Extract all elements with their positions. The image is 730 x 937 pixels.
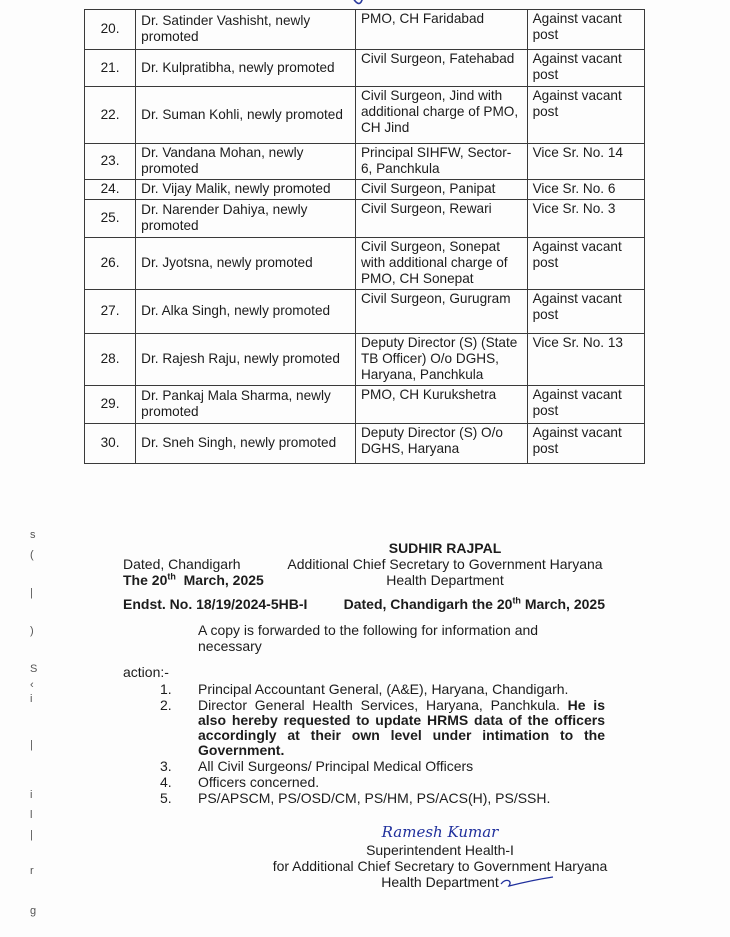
recipient-text-wrap [198,791,605,806]
handwritten-signature [370,820,510,842]
serial-number-cell: 21. [85,50,136,87]
recipient-item [160,698,605,758]
officer-name-cell: Dr. Suman Kohli, newly promoted [136,87,356,144]
table-row [85,50,645,87]
posting-cell: Civil Surgeon, Jind with additional charge of PMO, CH Jind [355,87,527,144]
recipient-item [160,791,605,806]
table-row [85,334,645,386]
recipient-number: 3. [160,758,172,774]
endorsement-date-sup: th [512,595,521,606]
endorsement-section [123,528,605,807]
signatory-name: SUDHIR RAJPAL [388,540,502,556]
recipient-item [160,775,605,790]
remark-cell: Against vacant post [527,386,644,424]
remark-cell: Vice Sr. No. 6 [527,180,644,200]
signatory-department: Health Department [386,572,504,588]
serial-number-cell: 25. [85,200,136,238]
posting-cell: PMO, CH Kurukshetra [355,386,527,424]
signature-text: Ramesh Kumar [381,823,499,841]
officer-name-cell: Dr. Sneh Singh, newly promoted [136,424,356,464]
serial-number-cell: 23. [85,144,136,180]
posting-cell: PMO, CH Faridabad [355,10,527,50]
recipient-text: Officers concerned. [198,774,320,790]
action-label: action:- [123,664,169,680]
posting-cell: Civil Surgeon, Panipat [355,180,527,200]
recipient-text: Principal Accountant General, (A&E), Haryana, Chandigarh. [198,681,569,697]
serial-number-cell: 24. [85,180,136,200]
posting-cell: Principal SIHFW, Sector-6, Panchkula [355,144,527,180]
table-row [85,10,645,50]
dated-date [123,572,273,588]
recipient-number: 5. [160,790,172,806]
remark-cell: Vice Sr. No. 3 [527,200,644,238]
remark-cell: Vice Sr. No. 14 [527,144,644,180]
postings-table [84,9,645,464]
dated-place: Dated, Chandigarh [123,556,241,572]
recipient-number: 4. [160,774,172,790]
dated-day: The 20 [123,572,168,588]
footer-department-row [381,874,499,890]
footer-for-line: for Additional Chief Secretary to Government Haryana [272,858,608,874]
dated-sup: th [167,571,176,582]
table-row [85,87,645,144]
footer-block [270,820,610,890]
officer-name-cell: Dr. Satinder Vashisht, newly promoted [136,10,356,50]
officer-name-cell: Dr. Alka Singh, newly promoted [136,290,356,334]
dated-month-year: March, 2025 [183,572,264,588]
remark-cell: Against vacant post [527,10,644,50]
serial-number-cell: 26. [85,238,136,290]
table-row [85,424,645,464]
posting-cell: Civil Surgeon, Rewari [355,200,527,238]
footer-department: Health Department [381,874,499,890]
posting-cell: Deputy Director (S) O/o DGHS, Haryana [355,424,527,464]
footer-designation: Superintendent Health-I [366,842,514,858]
posting-cell: Civil Surgeon, Fatehabad [355,50,527,87]
table-row [85,238,645,290]
officer-name-cell: Dr. Rajesh Raju, newly promoted [136,334,356,386]
posting-cell: Civil Surgeon, Sonepat with additional charge of PMO, CH Sonepat [355,238,527,290]
officer-name-cell: Dr. Vandana Mohan, newly promoted [136,144,356,180]
table-row [85,144,645,180]
table-row [85,386,645,424]
remark-cell: Against vacant post [527,424,644,464]
table-row [85,200,645,238]
officer-name-cell: Dr. Pankaj Mala Sharma, newly promoted [136,386,356,424]
recipient-item [160,682,605,697]
serial-number-cell: 29. [85,386,136,424]
officer-name-cell: Dr. Narender Dahiya, newly promoted [136,200,356,238]
table-row [85,180,645,200]
signature-row [123,528,605,588]
recipient-text-wrap [198,698,605,758]
recipient-list [123,682,605,806]
serial-number-cell: 22. [85,87,136,144]
remark-cell: Against vacant post [527,87,644,144]
posting-cell: Deputy Director (S) (State TB Officer) O/o DGHS, Haryana, Panchkula [355,334,527,386]
officer-name-cell: Dr. Jyotsna, newly promoted [136,238,356,290]
signature-flourish-icon [497,874,557,890]
dated-block [123,528,273,588]
forward-text: A copy is forwarded to the following for information and necessary [198,622,539,654]
signatory-block [285,540,605,588]
endorsement-row [123,596,605,612]
serial-number-cell: 27. [85,290,136,334]
officer-name-cell: Dr. Vijay Malik, newly promoted [136,180,356,200]
recipient-item [160,759,605,774]
remark-cell: Against vacant post [527,290,644,334]
recipient-text-wrap [198,775,605,790]
recipient-text-wrap [198,759,605,774]
recipient-number: 2. [160,697,172,713]
posting-cell: Civil Surgeon, Gurugram [355,290,527,334]
recipient-text: All Civil Surgeons/ Principal Medical Officers [198,758,474,774]
recipient-bold-text: He is also hereby requested to update HRMS data of the officers accordingly at their own level under intimation to the Government. [198,697,605,758]
serial-number-cell: 20. [85,10,136,50]
endorsement-number: Endst. No. 18/19/2024-5HB-I [123,596,308,612]
ink-mark-icon [350,0,374,8]
scan-edge-artifacts: s ( | ) S ‹ i | i l | r g [30,529,38,917]
signatory-title: Additional Chief Secretary to Government Haryana [287,556,603,572]
serial-number-cell: 30. [85,424,136,464]
officer-name-cell: Dr. Kulpratibha, newly promoted [136,50,356,87]
remark-cell: Against vacant post [527,50,644,87]
serial-number-cell: 28. [85,334,136,386]
endorsement-date-suffix: March, 2025 [520,596,605,612]
remark-cell: Vice Sr. No. 13 [527,334,644,386]
table-row [85,290,645,334]
recipient-text: PS/APSCM, PS/OSD/CM, PS/HM, PS/ACS(H), PS/SSH. [198,790,551,806]
endorsement-date [344,596,605,612]
recipient-text: Director General Health Services, Haryana, Panchkula. [198,697,568,713]
remark-cell: Against vacant post [527,238,644,290]
endorsement-date-prefix: Dated, Chandigarh the 20 [343,596,513,612]
recipient-number: 1. [160,681,172,697]
recipient-text-wrap [198,682,605,697]
